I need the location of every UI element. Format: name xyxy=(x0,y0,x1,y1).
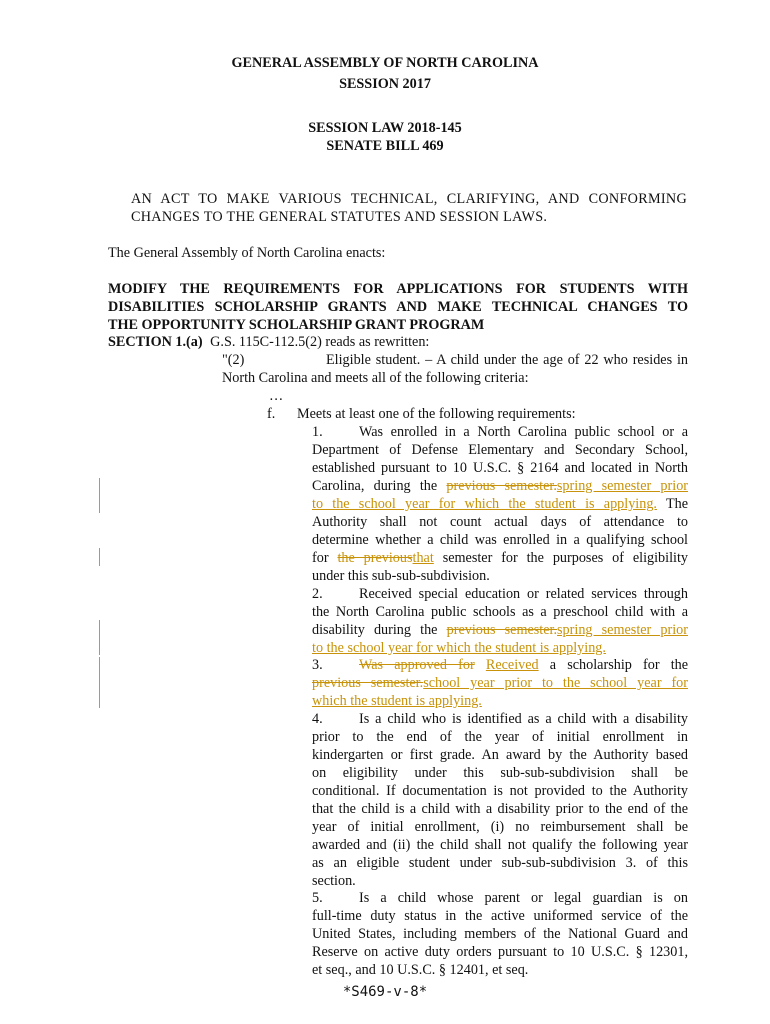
item-3-text: a scholarship for the xyxy=(549,657,689,673)
assembly-name: GENERAL ASSEMBLY OF NORTH CAROLINA xyxy=(231,55,539,71)
item-1-text: The xyxy=(665,496,688,512)
item-4-line: awarded and (ii) the child shall not qualify the following year xyxy=(312,837,688,853)
item-1-text: Carolina, during the xyxy=(312,478,438,494)
session-year: SESSION 2017 xyxy=(339,76,431,92)
item-4-line: conditional. If documentation is not provided to the Authority xyxy=(312,783,688,799)
inserted-text: which the student is applying. xyxy=(312,693,482,709)
item-2-number: 2. xyxy=(312,586,323,602)
item-1-text: semester for the purposes of eligibility xyxy=(442,550,689,566)
item-2-text: disability during the xyxy=(312,622,438,638)
inserted-text: to the school year for which the student is applying. xyxy=(312,640,606,656)
subdivision-line-2: North Carolina and meets all of the following criteria: xyxy=(222,370,529,386)
enacting-clause: The General Assembly of North Carolina enacts: xyxy=(108,245,386,261)
item-3-line-revised xyxy=(359,657,688,675)
item-1-line: determine whether a child was enrolled in a qualifying school xyxy=(312,532,688,548)
act-title-line-1: AN ACT TO MAKE VARIOUS TECHNICAL, CLARIFYING, AND CONFORMING xyxy=(131,191,687,207)
change-bar xyxy=(99,657,100,708)
inserted-text: Received xyxy=(485,657,539,673)
item-2-line: the North Carolina public schools as a preschool child with a xyxy=(312,604,688,620)
item-1-line: Department of Defense Elementary and Secondary School, xyxy=(312,442,688,458)
item-4-line: that the child is a child with a disability prior to the end of the xyxy=(312,801,688,817)
item-1-line-revised xyxy=(312,550,688,568)
item-5-line: et seq., and 10 U.S.C. § 12401, et seq. xyxy=(312,962,529,978)
subdivision-line-1: Eligible student. – A child under the age of 22 who resides in xyxy=(326,352,688,368)
item-1-line-revised xyxy=(312,478,688,496)
session-law-number: SESSION LAW 2018-145 xyxy=(308,120,462,136)
subdivision-number: "(2) xyxy=(222,352,245,368)
inserted-text: spring semester prior xyxy=(557,622,689,638)
item-4-line: on eligibility under this sub-sub-subdivision shall be xyxy=(312,765,688,781)
item-1-line: established pursuant to 10 U.S.C. § 2164 and located in North xyxy=(312,460,688,476)
item-4-line: as an eligible student under sub-sub-subdivision 3. of this xyxy=(312,855,688,871)
act-title-line-2: CHANGES TO THE GENERAL STATUTES AND SESSION LAWS. xyxy=(131,209,548,225)
section-heading-line-3: THE OPPORTUNITY SCHOLARSHIP GRANT PROGRAM xyxy=(108,317,485,333)
deleted-text: previous semester. xyxy=(312,675,424,691)
item-1-text: for xyxy=(312,550,329,566)
section-heading-line-2: DISABILITIES SCHOLARSHIP GRANTS AND MAKE TECHNICAL CHANGES TO xyxy=(108,299,688,315)
inserted-text: school year prior to the school year for xyxy=(423,675,688,691)
deleted-text: previous semester. xyxy=(446,622,558,638)
inserted-text: to the school year for which the student is applying. xyxy=(312,496,657,512)
item-4-line: Is a child who is identified as a child with a disability xyxy=(359,711,688,727)
item-5-number: 5. xyxy=(312,890,323,906)
item-2-line-revised xyxy=(312,640,606,658)
deleted-text: previous semester. xyxy=(446,478,557,494)
deleted-text: Was approved for xyxy=(359,657,475,673)
item-1-line: under this sub-sub-subdivision. xyxy=(312,568,490,584)
item-4-line: section. xyxy=(312,873,356,889)
document-barcode-text: *S469-v-8* xyxy=(342,984,428,1000)
section-heading-line-1: MODIFY THE REQUIREMENTS FOR APPLICATIONS FOR STUDENTS WITH xyxy=(108,281,688,297)
section-citation: G.S. 115C-112.5(2) reads as rewritten: xyxy=(210,334,430,350)
sub-f-text: Meets at least one of the following requirements: xyxy=(297,406,576,422)
inserted-text: spring semester prior xyxy=(556,478,689,494)
item-3-line-revised xyxy=(312,693,482,711)
change-bar xyxy=(99,548,100,566)
item-5-line: Is a child whose parent or legal guardian is on xyxy=(359,890,688,906)
change-bar xyxy=(99,478,100,513)
deleted-text: the previous xyxy=(337,550,413,566)
item-4-line: kindergarten or first grade. An award by the Authority based xyxy=(312,747,688,763)
item-5-line: United States, including members of the National Guard and xyxy=(312,926,688,942)
item-3-number: 3. xyxy=(312,657,323,673)
sub-f-label: f. xyxy=(267,406,276,422)
change-bar xyxy=(99,620,100,655)
item-2-line: Received special education or related services through xyxy=(359,586,688,602)
item-1-number: 1. xyxy=(312,424,323,440)
item-5-line: full-time duty status in the active uniformed service of the xyxy=(312,908,688,924)
item-1-line: Was enrolled in a North Carolina public school or a xyxy=(359,424,688,440)
item-3-line-revised xyxy=(312,675,688,693)
senate-bill-number: SENATE BILL 469 xyxy=(326,138,444,154)
item-4-number: 4. xyxy=(312,711,323,727)
ellipsis: … xyxy=(269,388,284,404)
item-1-line-revised xyxy=(312,496,688,514)
section-line xyxy=(108,334,429,352)
item-1-line: Authority shall not count actual days of attendance to xyxy=(312,514,688,530)
section-label: SECTION 1.(a) xyxy=(108,334,203,350)
item-4-line: prior to the end of the year of initial enrollment in xyxy=(312,729,688,745)
item-4-line: year of initial enrollment, (i) no reimbursement shall be xyxy=(312,819,688,835)
item-5-line: Reserve on active duty orders pursuant to 10 U.S.C. § 12301, xyxy=(312,944,688,960)
inserted-text: that xyxy=(412,550,434,566)
item-2-line-revised xyxy=(312,622,688,640)
